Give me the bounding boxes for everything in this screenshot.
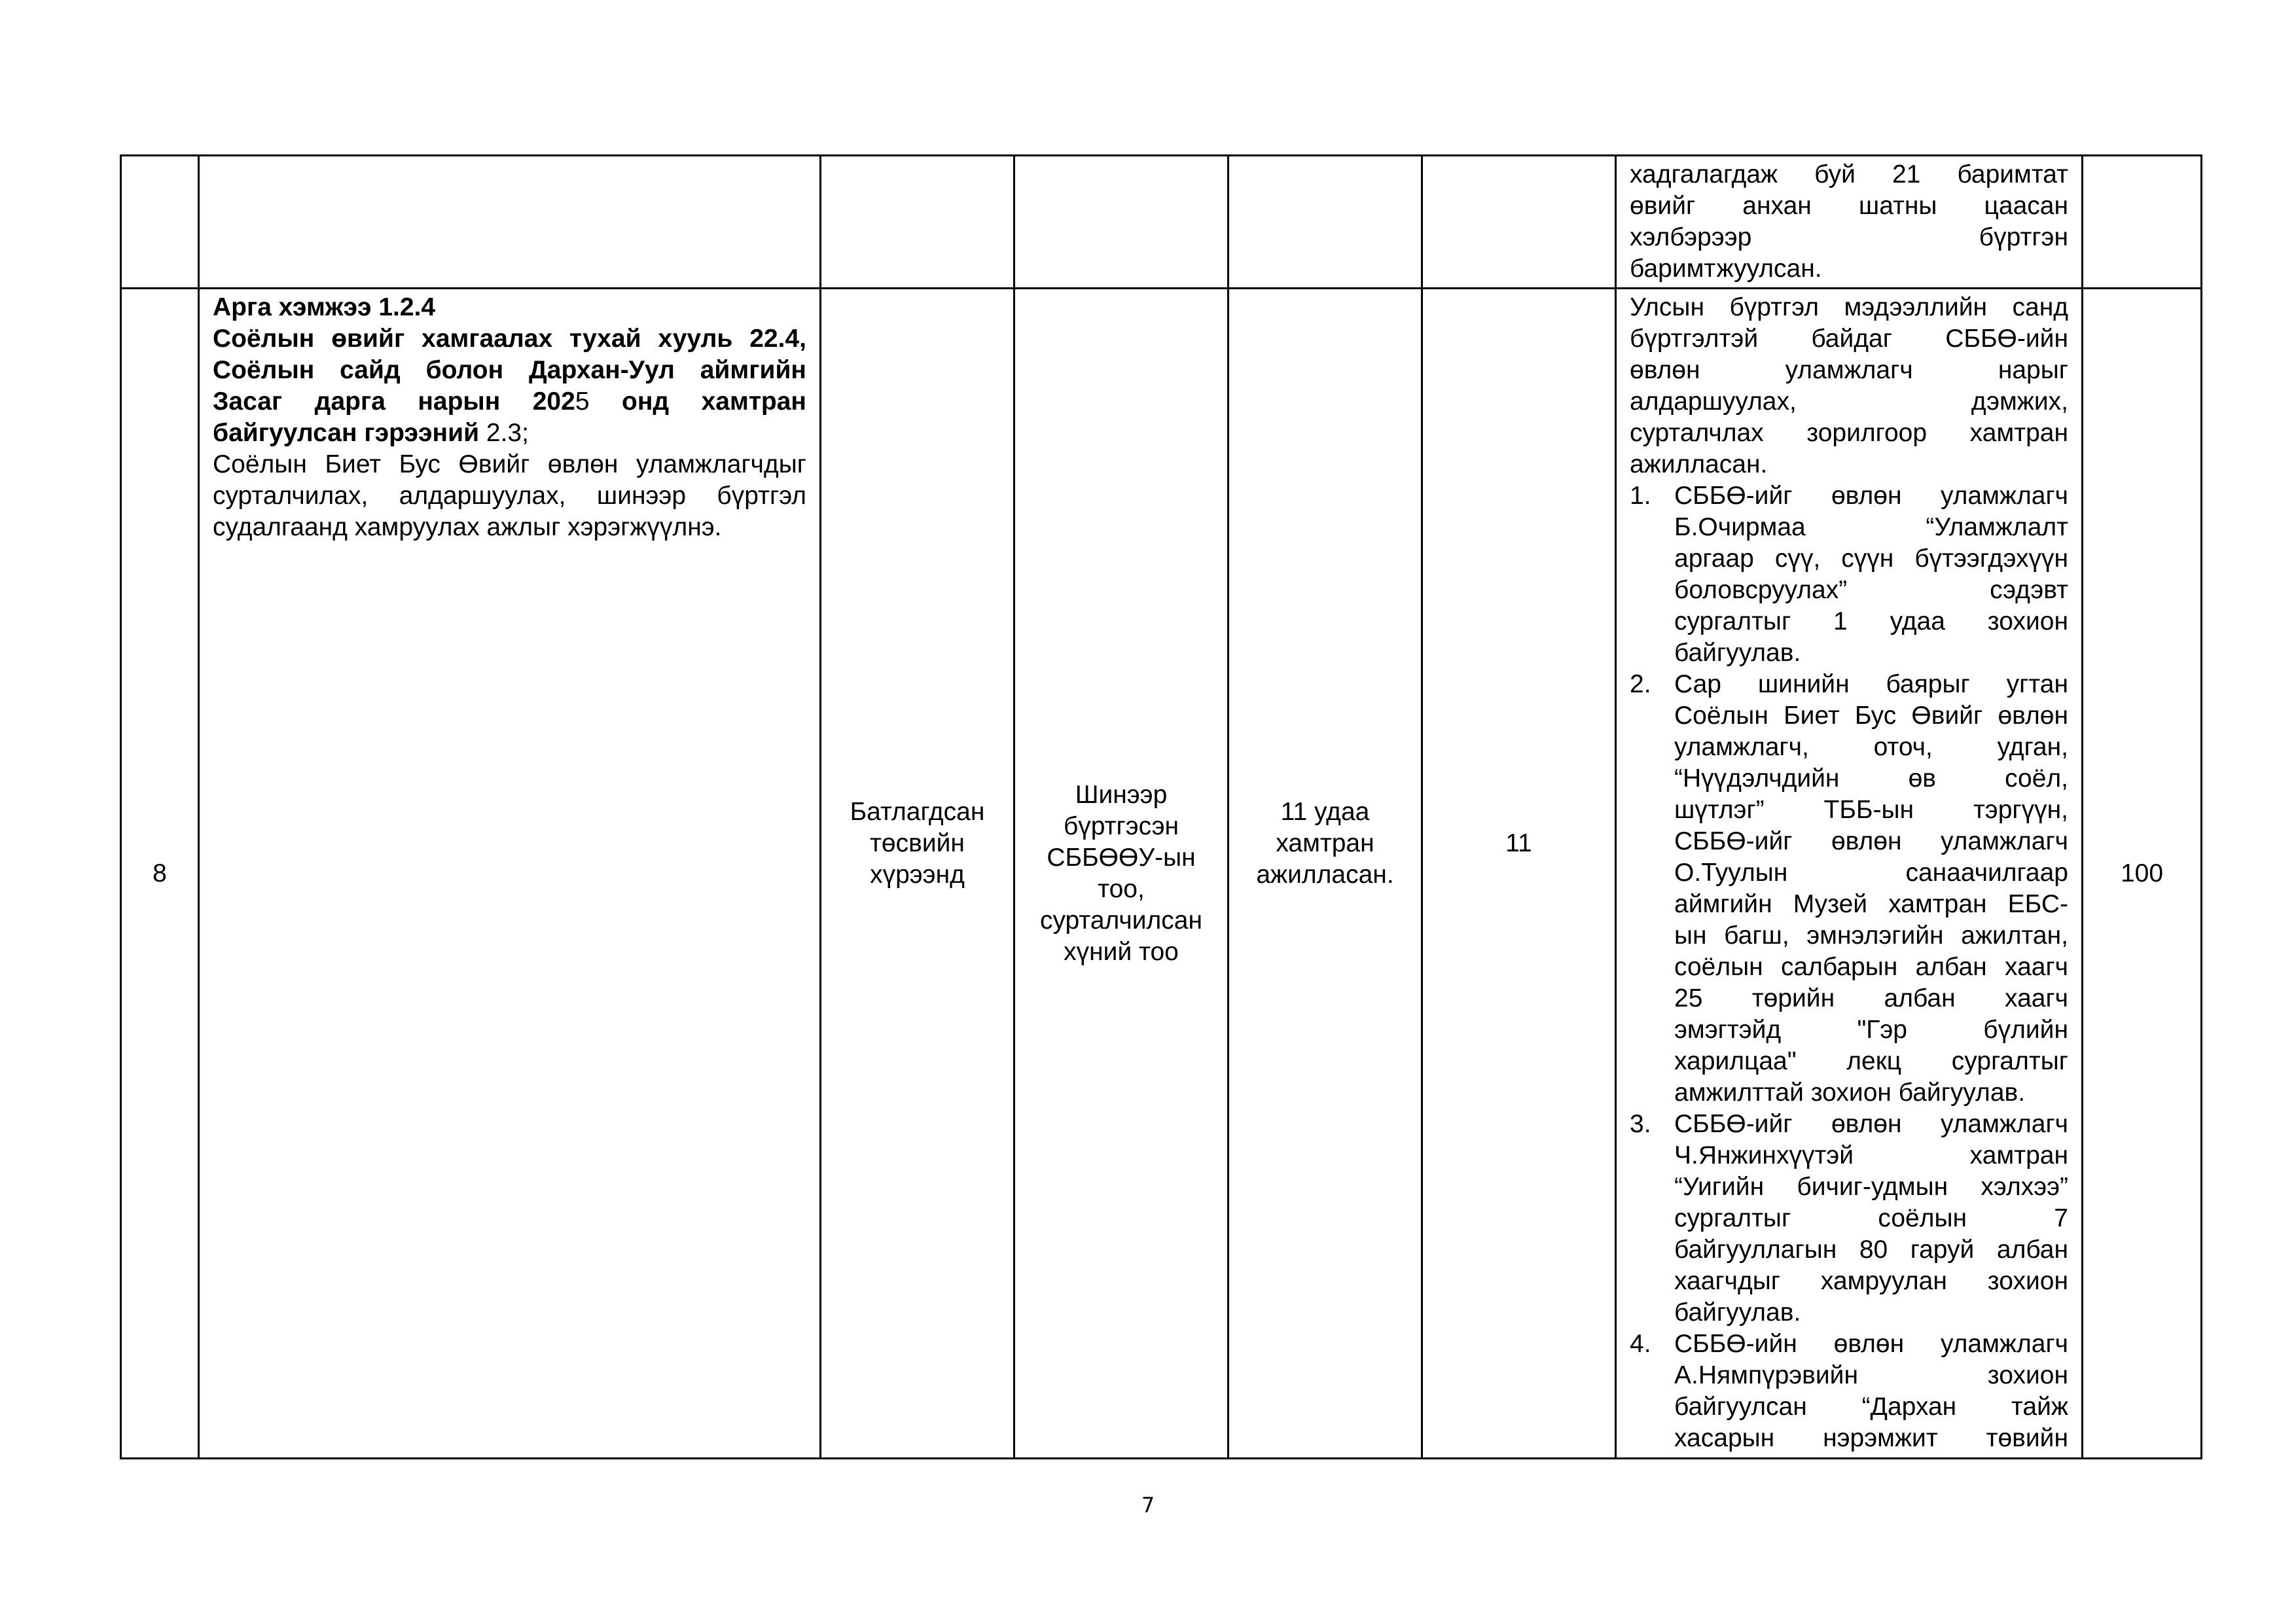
target-line: 11 удаа	[1280, 797, 1370, 826]
report-item-line: амжилттай зохион байгуулав.	[1674, 1079, 2026, 1107]
report-item-line: А.Нямпүрэвийн зохион	[1674, 1361, 2068, 1389]
measure-bold-last: байгуулсан гэрээний	[213, 419, 480, 447]
table-row-8	[121, 289, 2202, 1459]
indicator-line: хүний тоо	[1064, 937, 1179, 966]
measure-bold-line: Соёлын сайд болон Дархан-Уул аймгийн	[213, 356, 806, 384]
report-item-line: эмэгтэйд "Гэр бүлийн	[1674, 1016, 2068, 1044]
report-item-line: О.Туулын санаачилгаар	[1674, 859, 2068, 887]
report-item-line: 25 төрийн албан хаагч	[1674, 984, 2068, 1012]
report-item-line: соёлын салбарын албан хаагч	[1674, 953, 2068, 981]
prev-report-line: баримтжуулсан.	[1630, 255, 1822, 283]
report-item-line: байгуулсан “Дархан тайж	[1674, 1393, 2068, 1421]
indicator-line: тоо,	[1098, 874, 1145, 903]
report-item-line: хаагчдыг хамруулан зохион	[1674, 1267, 2068, 1295]
report-item-line: СББӨ-ийг өвлөн уламжлагч	[1674, 482, 2068, 510]
report-intro-line: ажилласан.	[1630, 450, 1768, 478]
measure-normal-after-bold: 2.3;	[479, 419, 529, 447]
report-table	[120, 154, 2202, 1459]
indicator-line: бүртгэсэн	[1063, 812, 1179, 840]
cell-empty-actual	[1422, 156, 1616, 289]
cell-prev-report	[1616, 156, 2083, 289]
report-item-number: 2.	[1630, 670, 1651, 698]
cell-empty-number	[121, 156, 199, 289]
measure-bold-after-year: онд хамтран	[589, 387, 806, 416]
report-item-line: Б.Очирмаа “Уламжлалт	[1674, 513, 2068, 541]
actual-value: 11	[1505, 829, 1532, 857]
measure-bold-last-line	[213, 418, 806, 449]
report-item-line: боловсруулах” сэдэвт	[1674, 576, 2068, 604]
report-item-line: сургалтыг 1 удаа зохион	[1674, 607, 2068, 635]
cell-report	[1616, 289, 2083, 1459]
measure-bold-line-year	[213, 386, 806, 418]
measure-normal-line: Соёлын Биет Бус Өвийг өвлөн уламжлагчдыг	[213, 450, 806, 478]
report-intro-line: бүртгэлтэй байдаг СББӨ-ийн	[1630, 325, 2068, 353]
measure-bold-text: Засаг дарга нарын 202	[213, 387, 575, 416]
report-intro-line: өвлөн уламжлагч нарыг	[1630, 356, 2068, 384]
report-item-line: хасарын нэрэмжит төвийн	[1674, 1424, 2068, 1452]
report-item-line: харилцаа" лекц сургалтыг	[1674, 1047, 2068, 1075]
report-item	[1630, 480, 2068, 669]
report-item-line: байгуулав.	[1674, 639, 1801, 667]
funding-line: хүрээнд	[870, 860, 965, 889]
cell-indicator	[1014, 289, 1229, 1459]
cell-funding	[821, 289, 1014, 1459]
report-item-line: шүтлэг” ТББ-ын тэргүүн,	[1674, 796, 2068, 824]
report-item-number: 3.	[1630, 1110, 1651, 1138]
report-item-line: аймгийн Музей хамтран ЕБС-	[1674, 890, 2068, 918]
report-item-line: сургалтыг соёлын 7	[1674, 1204, 2068, 1232]
report-item-line: СББӨ-ийг өвлөн уламжлагч	[1674, 827, 2068, 855]
report-items	[1630, 480, 2068, 1454]
prev-report-line: хэлбэрээр бүртгэн	[1630, 223, 2068, 251]
target-line: хамтран	[1276, 829, 1374, 857]
cell-empty-indicator	[1014, 156, 1229, 289]
report-item-line: СББӨ-ийг өвлөн уламжлагч	[1674, 1110, 2068, 1138]
indicator-line: СББӨӨУ-ын	[1047, 843, 1196, 872]
table-row-continuation	[121, 156, 2202, 289]
report-item-line: байгуулав.	[1674, 1298, 1801, 1327]
report-item-line: аргаар сүү, сүүн бүтээгдэхүүн	[1674, 544, 2068, 573]
cell-empty-target	[1229, 156, 1422, 289]
cell-target	[1229, 289, 1422, 1459]
cell-row-number: 8	[121, 289, 199, 1459]
report-item	[1630, 1109, 2068, 1329]
report-item-line: “Уигийн бичиг-удмын хэлхээ”	[1674, 1173, 2068, 1201]
report-item-number: 4.	[1630, 1330, 1651, 1358]
measure-bold-line: Соёлын өвийг хамгаалах тухай хууль 22.4,	[213, 325, 806, 353]
report-item-line: “Нүүдэлчдийн өв соёл,	[1674, 764, 2068, 793]
cell-actual	[1422, 289, 1616, 1459]
report-item-line: Сар шинийн баярыг угтан	[1674, 670, 2068, 698]
cell-score: 100	[2083, 289, 2202, 1459]
report-intro-line: сурталчлах зорилгоор хамтран	[1630, 419, 2068, 447]
measure-normal-line: сурталчилах, алдаршуулах, шинээр бүртгэл	[213, 482, 806, 510]
prev-report-line: өвийг анхан шатны цаасан	[1630, 192, 2068, 220]
measure-title: Арга хэмжээ 1.2.4	[213, 293, 436, 321]
report-intro-line: алдаршуулах, дэмжих,	[1630, 387, 2068, 416]
page-number: 7	[1141, 1493, 1155, 1518]
report-item-line: уламжлагч, оточ, удган,	[1674, 733, 2068, 761]
report-item-number: 1.	[1630, 482, 1651, 510]
report-item-line: Ч.Янжинхүүтэй хамтран	[1674, 1141, 2068, 1169]
prev-report-line: хадгалагдаж буй 21 баримтат	[1630, 160, 2068, 188]
measure-year-suffix: 5	[575, 387, 590, 416]
report-item-line: ын багш, эмнэлэгийн ажилтан,	[1674, 921, 2068, 950]
report-item-line: Соёлын Биет Бус Өвийг өвлөн	[1674, 702, 2068, 730]
funding-line: төсвийн	[870, 829, 965, 857]
indicator-line: сурталчилсан	[1040, 906, 1202, 935]
indicator-line: Шинээр	[1075, 780, 1168, 809]
cell-empty-score	[2083, 156, 2202, 289]
report-item	[1630, 1329, 2068, 1454]
report-intro-line: Улсын бүртгэл мэдээллийн санд	[1630, 293, 2068, 321]
report-item-line: байгууллагын 80 гаруй албан	[1674, 1236, 2068, 1264]
report-item	[1630, 669, 2068, 1109]
measure-normal-line: судалгаанд хамруулах ажлыг хэрэгжүүлнэ.	[213, 513, 722, 541]
report-item-line: СББӨ-ийн өвлөн уламжлагч	[1674, 1330, 2068, 1358]
cell-empty-measure	[199, 156, 821, 289]
target-line: ажилласан.	[1256, 860, 1394, 889]
cell-measure	[199, 289, 821, 1459]
funding-line: Батлагдсан	[850, 797, 985, 826]
cell-empty-funding	[821, 156, 1014, 289]
